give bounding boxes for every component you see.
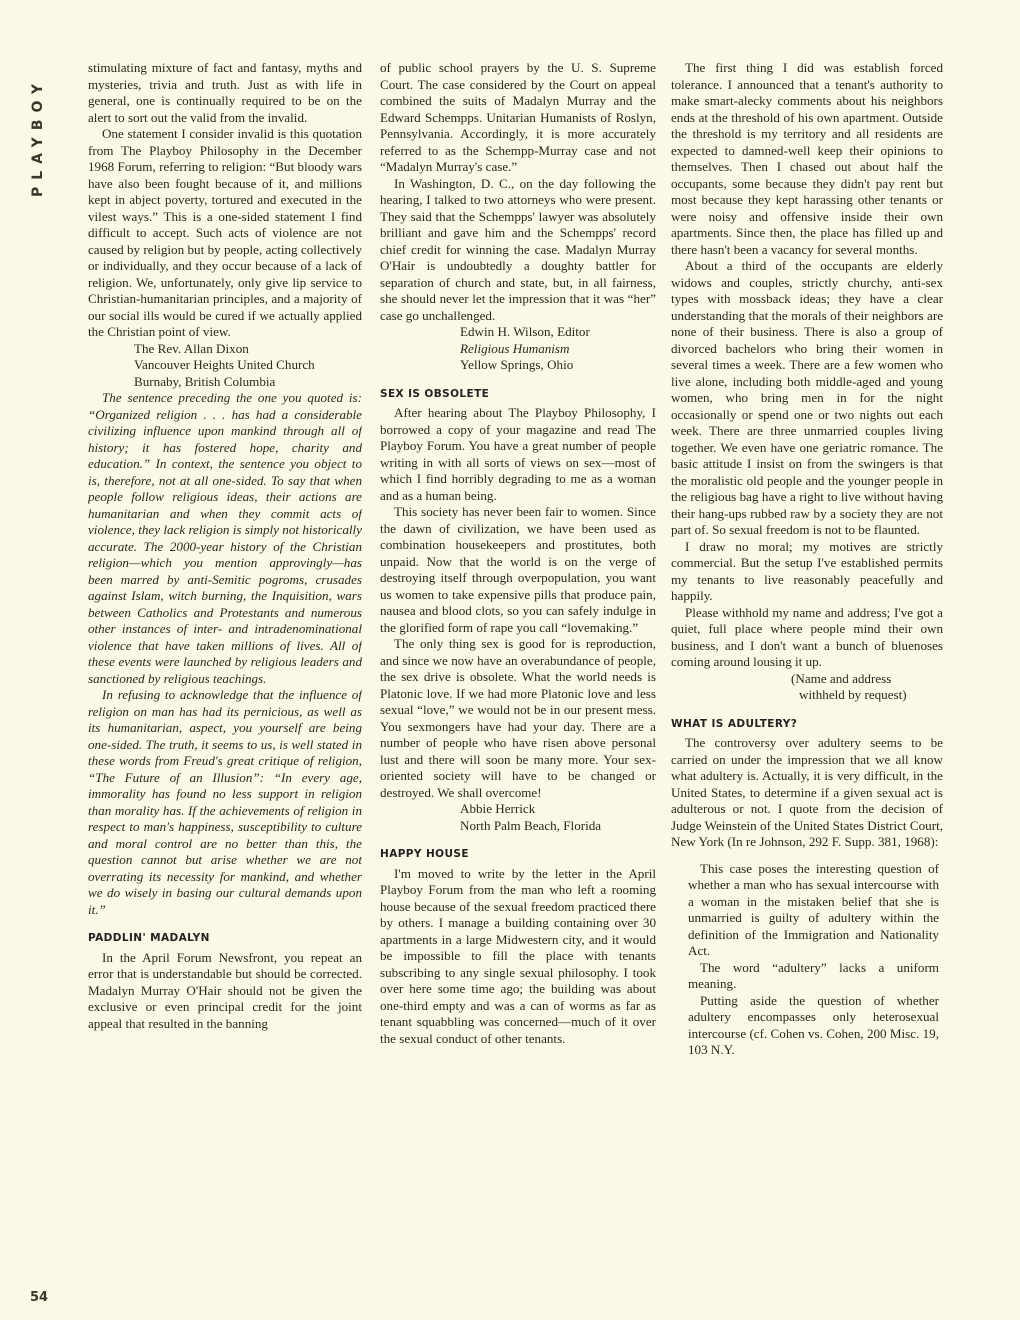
letter-paragraph: The first thing I did was establish forced tolerance. I announced that a tenant's authority to make smart-alecky comments about his neighbors ends at the threshold of his own apartment. Outside the threshold is my territory and all residents are expected to damned-well keep their opinions to themselves. Then I chased out about half the occupants, some because they didn't pay rent but most because they kept harassing other tenants or were noisy and offensive inside their own apartments. Since then, the place has filled up and there hasn't been a vacancy for several months. [671, 60, 943, 257]
signature-location: withheld by request) [799, 687, 907, 702]
magazine-brand: PLAYBOY [30, 76, 46, 198]
letter-paragraph: Please withhold my name and address; I've got a quiet, full place where people mind their own business, and I don't want a bunch of bluenoses coming around lousing it up. [671, 604, 943, 669]
column-1 [88, 60, 362, 1300]
signature-title: Religious Humanism [460, 340, 570, 356]
section-heading: WHAT IS ADULTERY? [671, 717, 798, 730]
letter-paragraph: In the April Forum Newsfront, you repeat an error that is understandable but should be corrected. Madalyn Murray O'Hair should not be given the exclusive or even principal credit for the joint appeal that resulted in the banning [88, 949, 362, 1031]
page-number: 54 [30, 1290, 49, 1305]
letter-paragraph: This society has never been fair to women. Since the dawn of civilization, we have been used as combination housekeepers and prostitutes, both unpaid. Now that the world is on the verge of destroying itself through overpopulation, you want us women to take expensive pills that produce pain, nausea and blood clots, so you can safely indulge in the glorified form of rape you call “lovemaking.” [380, 504, 656, 635]
section-heading: HAPPY HOUSE [380, 848, 469, 860]
letter-paragraph: In Washington, D. C., on the day following the hearing, I talked to two attorneys who were present. They said that the Schempps' lawyer was absolutely brilliant and gave him and the Schempps' record chief credit for winning the case. Madalyn Murray O'Hair is undoubtedly a doughty battler for separation of church and state, but, in all fairness, she should never let the impression that it was “her” case go unchallenged. [380, 175, 656, 323]
editor-reply: The sentence preceding the one you quoted is: “Organized religion . . . has had a considerable civilizing influence upon mankind through all of history; it has fostered hope, charity and education.” In context, the sentence you object to is, therefore, not at all one-sided. To say that when people follow religious ideas, their actions are humanitarian and when they commit acts of violence, they lack religion is simply not historically accurate. The 2000-year history of the Christian religion—which you mention approvingly—has been marred by anti-Semitic pogroms, crusades against Islam, witch burning, the Inquisition, wars between Catholics and Protestants and numerous other instances of inter- and intradenominational violence that have taken millions of lives. All of these events were launched by religious leaders and sanctioned by religious teachings. [88, 390, 362, 686]
signature-name: Abbie Herrick [460, 801, 536, 816]
signature-location: North Palm Beach, Florida [460, 817, 602, 833]
letter-signature [380, 324, 656, 374]
signature-location: Burnaby, British Columbia [134, 373, 276, 389]
letter-paragraph: About a third of the occupants are elderly widows and couples, strictly churchy, anti-sex types with mossback ideas; they have a clear understanding that the morals of their neighbors are none of their business. There is also a group of divorced bachelors who bring their women in several times a week. There are a few women who live alone, including both middle-aged and young women, who bring men in for the night occasionally or spend one or two nights out each week. There are three unmarried couples living together. We even have one geriatric romance. The basic attitude I insist on from the swingers is that the moralistic old people and the younger people in the religious bag have a right to live without having their hang-ups rubbed raw by a society they are not part of. So sexual freedom is not to be flaunted. [671, 258, 943, 537]
letter-signature [88, 341, 362, 391]
letter-paragraph: The only thing sex is good for is reproduction, and since we now have an overabundance of people, the sex drive is obsolete. What the world needs is Platonic love. If we had more Platonic love and less sexual “love,” we would not be in our present mess. You sexmongers have had your day. There are a number of people who have risen above personal lust and there will soon be many more. Your sex-oriented society will have to be changed or destroyed. We shall overcome! [380, 636, 656, 800]
letter-paragraph: stimulating mixture of fact and fantasy, myths and mysteries, trivia and truth. Just as with life in general, one is continually required to be on the alert to sort out the valid from the invalid. [88, 60, 362, 125]
letter-paragraph: I'm moved to write by the letter in the April Playboy Forum from the man who left a rooming house because of the sexual freedom practiced there by others. I manage a building containing over 30 apartments in a large Midwestern city, and it would be impossible to fill the place with tenants subscribing to any single sexual philosophy. I took over here some time ago; the building was about one-third empty and was a can of worms as far as tenant squabbling was concerned—much of it over the sexual conduct of other tenants. [380, 865, 656, 1046]
signature-title: Vancouver Heights United Church [134, 357, 315, 372]
signature-name: (Name and address [791, 670, 892, 686]
section-heading: SEX IS OBSOLETE [380, 387, 490, 400]
column-3 [671, 60, 943, 1300]
quote-paragraph: This case poses the interesting question of whether a man who has sexual intercourse with a woman in the mistaken belief that she is unmarried is guilty of adultery within the definition of the Immigration and Nationality Act. [688, 860, 939, 958]
letter-paragraph: After hearing about The Playboy Philosophy, I borrowed a copy of your magazine and read The Playboy Forum. You have a great number of people writing in with all sorts of views on sex—most of which I find horribly degrading to me as a woman and as a human being. [380, 405, 656, 503]
letter-paragraph: The controversy over adultery seems to be carried on under the impression that we all know what adultery is. Actually, it is very difficult, in the United States, to determine if a given sexual act is adulterous or not. I quote from the decision of Judge Weinstein of the United States District Court, New York (In re Johnson, 292 F. Supp. 381, 1968): [671, 735, 943, 849]
quote-paragraph: Putting aside the question of whether adultery encompasses only heterosexual intercourse (cf. Cohen vs. Cohen, 200 Misc. 19, 103 N.Y. [688, 992, 939, 1057]
column-2 [380, 60, 656, 1300]
signature-name: Edwin H. Wilson, Editor [460, 324, 590, 339]
quote-paragraph: The word “adultery” lacks a uniform meaning. [688, 959, 939, 991]
signature-location: Yellow Springs, Ohio [460, 357, 574, 372]
letter-paragraph: I draw no moral; my motives are strictly commercial. But the setup I've established permits my tenants to live reasonably peacefully and happily. [671, 538, 943, 603]
signature-name: The Rev. Allan Dixon [134, 340, 249, 356]
block-quote [688, 861, 939, 1059]
letter-paragraph: One statement I consider invalid is this quotation from The Playboy Philosophy in the December 1968 Forum, referring to religion: “But bloody wars have also been fought because of it, and millions kept in abject poverty, tortured and executed in the vilest ways.” This is a one-sided statement I find difficult to accept. Such acts of violence are not caused by religion but by people, acting collectively or individually, and they occur because of a lack of religion. We, unfortunately, only give lip service to Christian-humanitarian principles, and a majority of our social ills would be cured if we actually applied the Christian point of view. [88, 126, 362, 339]
letter-paragraph: of public school prayers by the U. S. Supreme Court. The case considered by the Court on appeal combined the suits of Madalyn Murray and the Edward Schempps. Unitarian Humanists of Roslyn, Pennsylvania. Accordingly, it is more accurately referred to as the Schempp-Murray case and not “Madalyn Murray's case.” [380, 60, 656, 174]
section-heading: PADDLIN' MADALYN [88, 932, 210, 944]
letter-signature [380, 801, 656, 834]
editor-reply: In refusing to acknowledge that the influence of religion on man has had its pernicious, as well as its humanitarian, aspect, you yourself are being one-sided. The truth, it seems to us, is well stated in these words from Freud's great critique of religion, “The Future of an Illusion”: “In every age, immorality has found no less support in religion than morality has. If the achievements of religion in respect to man's happiness, susceptibility to culture and moral control are no better than this, the question cannot but arise whether we are not overrating its necessity for mankind, and whether we do wisely in basing our cultural demands upon it.” [88, 687, 362, 917]
letter-signature [671, 671, 943, 704]
